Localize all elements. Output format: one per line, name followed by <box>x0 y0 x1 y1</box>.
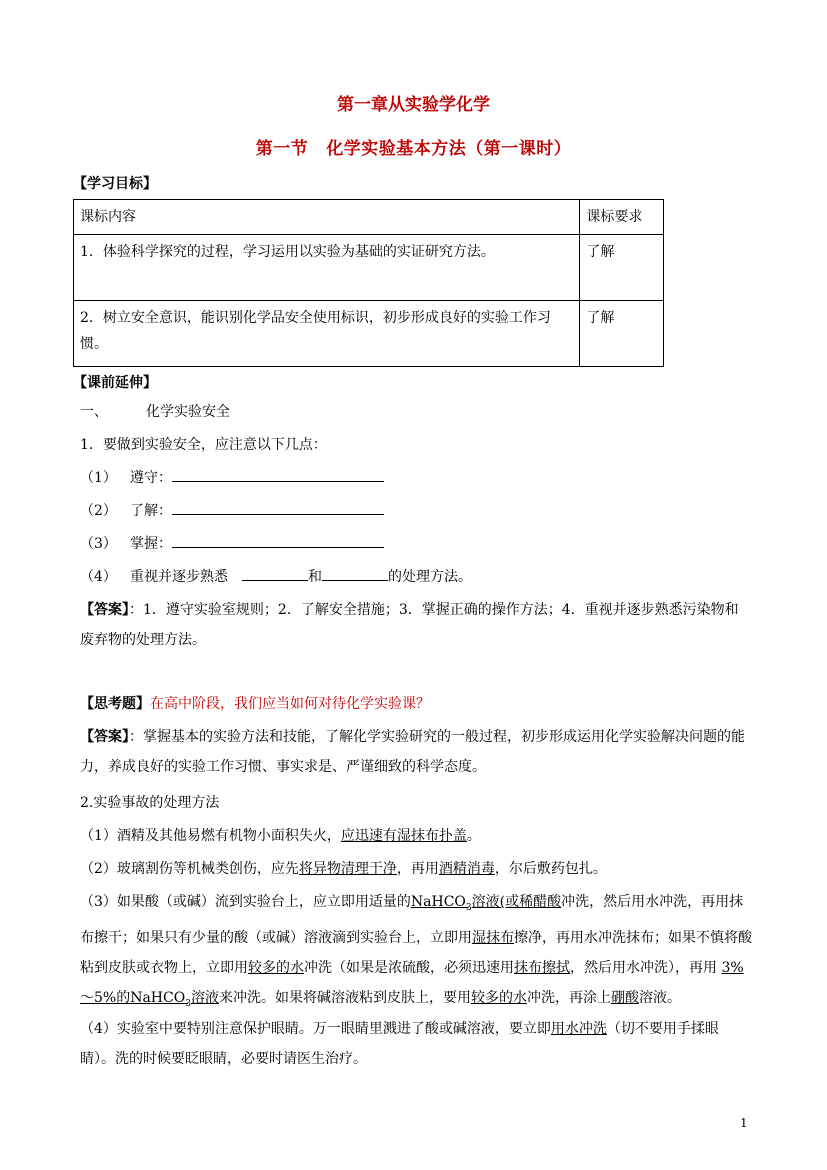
item-underline: 硼酸 <box>610 989 639 1006</box>
blank-field[interactable] <box>172 533 384 548</box>
answer-label: 【答案】 <box>80 729 129 745</box>
blank-label: 遵守： <box>130 470 172 486</box>
formula-subscript: 3 <box>465 902 472 913</box>
item-3 <box>80 887 752 1019</box>
table-header-content: 课标内容 <box>74 200 580 235</box>
answer-text: ：掌握基本的实验方法和技能，了解化学实验研究的一般过程，初步形成运用化学实验解决问题的能力，养成良好的实验工作习惯、事实求是、严谨细致的科学态度。 <box>80 729 745 775</box>
table-row <box>74 301 664 367</box>
item-1 <box>80 821 481 851</box>
item-text: （4）实验室中要特别注意保护眼睛。万一眼睛里溅进了酸或碱溶液，要立即 <box>80 1021 551 1037</box>
blank-line-4 <box>80 562 472 592</box>
blank-label: 了解： <box>130 503 172 519</box>
answer-1 <box>80 595 752 655</box>
item-text: 冲洗，再涂上 <box>526 989 611 1006</box>
item-underline: 将异物清理干净 <box>298 861 397 877</box>
think-text: 在高中阶段，我们应当如何对待化学实验课？ <box>150 696 430 712</box>
blank-number: （2） <box>80 503 117 519</box>
table-header-requirement: 课标要求 <box>580 200 664 235</box>
table-row <box>74 235 664 301</box>
goals-table <box>73 199 664 367</box>
item-text: （1）酒精及其他易燃有机物小面积失火， <box>80 828 341 844</box>
item-underline: 较多的水 <box>248 959 304 976</box>
blank-field[interactable] <box>172 467 384 482</box>
blank-label: 重视并逐步熟悉 <box>130 569 228 585</box>
blank-number: （1） <box>80 470 117 486</box>
blank-line-1 <box>80 463 384 493</box>
answer-2 <box>80 722 752 782</box>
item-text: 冲洗，然后用水冲洗，再用抹布擦干；如果只有少量的酸（或碱）溶液滴到实验台上，立即用 <box>80 894 744 946</box>
think-question <box>80 689 430 719</box>
item-4 <box>80 1014 752 1074</box>
page-number: 1 <box>740 1116 748 1130</box>
item-text: （3）如果酸（或碱）流到实验台上，应立即用适量的 <box>80 894 411 910</box>
item-text: 来冲洗。如果将碱溶液粘到皮肤上，要用 <box>218 989 471 1006</box>
section-name: 化学实验基本方法（第一课时） <box>326 139 572 159</box>
part1-number: 一、 <box>80 404 108 420</box>
blank-conjunction: 和 <box>308 569 322 585</box>
question-1: 1．要做到实验安全，应注意以下几点： <box>80 437 327 453</box>
item-text: 。 <box>466 828 481 844</box>
formula-suffix: 溶液(或稀醋酸 <box>471 894 562 910</box>
table-cell-content: 1．体验科学探究的过程，学习运用以实验为基础的实证研究方法。 <box>74 235 580 301</box>
page-title: 第一章从实验学化学 <box>337 95 490 115</box>
item-underline: 用水冲洗 <box>550 1021 607 1037</box>
blank-number: （4） <box>80 569 117 585</box>
preclass-heading: 【课前延伸】 <box>73 375 157 391</box>
item-text: ，再用 <box>396 861 439 877</box>
item-underline: 应迅速有湿抹布扑盖 <box>340 828 467 844</box>
question-2: 2.实验事故的处理方法 <box>80 795 220 811</box>
item-text: 擦净，再用水冲洗抹布；如果不慎将酸粘到皮肤或衣物上，立即用 <box>80 929 752 976</box>
blank-line-3 <box>80 529 384 559</box>
item-underline <box>410 894 562 913</box>
item-underline: 酒精消毒 <box>438 861 495 877</box>
item-underline: 湿抹布 <box>472 929 514 946</box>
answer-label: 【答案】 <box>80 602 129 618</box>
goals-heading: 【学习目标】 <box>73 176 157 192</box>
formula: NaHCO <box>410 894 466 910</box>
table-cell-requirement: 了解 <box>580 301 664 367</box>
blank-line-2 <box>80 496 384 526</box>
formula-suffix: 溶液 <box>190 989 219 1006</box>
answer-text: ：1．遵守实验室规则；2．了解安全措施；3．掌握正确的操作方法；4．重视并逐步熟悉污染物和废弃物的处理方法。 <box>80 602 739 648</box>
item-2 <box>80 854 607 884</box>
table-cell-content: 2．树立安全意识，能识别化学品安全使用标识，初步形成良好的实验工作习惯。 <box>74 301 580 367</box>
table-row <box>74 200 664 235</box>
item-text: ，然后用水冲洗），再用 <box>570 959 722 976</box>
blank-number: （3） <box>80 536 117 552</box>
item-text: （2）玻璃割伤等机械类创伤，应先 <box>80 861 299 877</box>
part1-title: 化学实验安全 <box>146 404 230 420</box>
blank-field[interactable] <box>322 566 388 581</box>
item-underline: 抹布擦拭 <box>514 959 570 976</box>
part1-heading <box>80 397 230 427</box>
blank-field[interactable] <box>172 500 384 515</box>
table-cell-requirement: 了解 <box>580 235 664 301</box>
item-underline: 较多的水 <box>470 989 527 1006</box>
item-text: （切不要用手揉眼睛）。洗的时候要眨眼睛，必要时请医生治疗。 <box>80 1021 719 1067</box>
item-text: 冲洗（如果是浓硫酸，必须迅速用 <box>304 959 514 976</box>
formula: 3%～5%的NaHCO <box>80 959 744 1006</box>
blank-suffix: 的处理方法。 <box>388 569 472 585</box>
item-text: ，尔后敷药包扎。 <box>494 861 607 877</box>
blank-field[interactable] <box>242 566 308 581</box>
item-text: 溶液。 <box>638 989 681 1006</box>
think-label: 【思考题】 <box>80 696 150 712</box>
blank-label: 掌握： <box>130 536 172 552</box>
formula-subscript: 3 <box>185 998 191 1009</box>
section-number: 第一节 <box>255 139 309 159</box>
section-title <box>0 134 827 159</box>
